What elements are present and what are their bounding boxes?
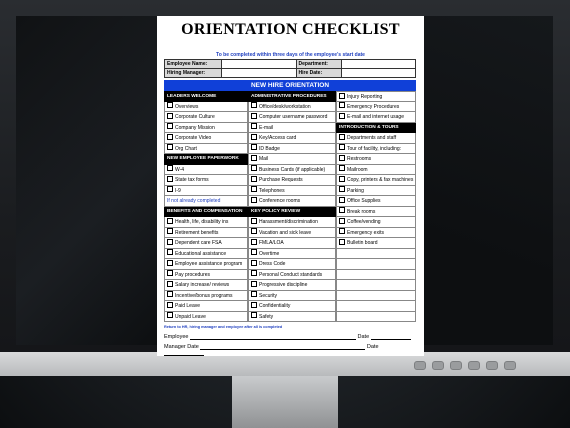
- checklist-item: [164, 144, 248, 155]
- hire-date-field[interactable]: [341, 69, 416, 78]
- checkbox[interactable]: [339, 113, 345, 119]
- checkbox[interactable]: [339, 197, 345, 203]
- section-header: LEADERS WELCOME: [164, 91, 248, 102]
- checklist-column-2: [248, 91, 336, 322]
- empty-row: [336, 249, 416, 260]
- checklist-item: [336, 144, 416, 155]
- checklist-item-label: Dependent care FSA: [175, 240, 222, 246]
- employee-name-field[interactable]: [222, 60, 297, 69]
- checkbox[interactable]: [339, 102, 345, 108]
- checklist-item: [248, 217, 336, 228]
- section-header: BENEFITS AND COMPENSATION: [164, 207, 248, 218]
- checkbox[interactable]: [251, 123, 257, 129]
- section-header: INTRODUCTION & TOURS: [336, 123, 416, 134]
- checklist-item-label: Tour of facility, including:: [347, 145, 402, 152]
- checkbox[interactable]: [167, 302, 173, 308]
- checklist-note: If not already completed: [164, 196, 248, 207]
- checklist-item-label: Mail: [259, 156, 269, 162]
- checkbox[interactable]: [251, 218, 257, 224]
- checklist-item-label: Office/desk/workstation: [259, 103, 311, 110]
- checklist-item: [248, 102, 336, 113]
- checkbox[interactable]: [339, 134, 345, 140]
- checklist-item-label: ID Badge: [259, 145, 280, 152]
- checkbox[interactable]: [167, 144, 173, 150]
- checklist-item: [164, 165, 248, 176]
- checklist-item-label: Security: [259, 292, 278, 299]
- checkbox[interactable]: [167, 260, 173, 266]
- checklist-item: [248, 270, 336, 281]
- checklist-item: [164, 270, 248, 281]
- checkbox[interactable]: [251, 165, 257, 171]
- new-hire-banner: NEW HIRE ORIENTATION: [164, 80, 416, 91]
- checkbox[interactable]: [251, 144, 257, 150]
- monitor-button[interactable]: [432, 361, 444, 370]
- checklist-item: [248, 280, 336, 291]
- checklist-item: [164, 123, 248, 134]
- checklist-item: [164, 228, 248, 239]
- checklist-item-label: Pay procedures: [175, 271, 211, 278]
- checklist-item: [164, 102, 248, 113]
- checklist-item: [336, 91, 416, 102]
- checklist-item: [336, 238, 416, 249]
- checklist-item: [248, 123, 336, 134]
- checklist-item: [248, 186, 336, 197]
- checkbox[interactable]: [167, 102, 173, 108]
- checklist-column-1: [164, 91, 248, 322]
- checklist-item: [248, 196, 336, 207]
- checklist-item-label: Company Mission: [175, 124, 215, 131]
- monitor-power-button[interactable]: [504, 361, 516, 370]
- checklist-item: [336, 102, 416, 113]
- checkbox[interactable]: [167, 228, 173, 234]
- checkbox[interactable]: [339, 176, 345, 182]
- checklist-item: [336, 165, 416, 176]
- section-header: KEY POLICY REVIEW: [248, 207, 336, 218]
- checkbox[interactable]: [167, 123, 173, 129]
- checkbox[interactable]: [339, 144, 345, 150]
- checklist-item-label: Incentive/bonus programs: [175, 292, 233, 299]
- checkbox[interactable]: [339, 218, 345, 224]
- empty-row: [336, 291, 416, 302]
- checklist-item: [248, 228, 336, 239]
- checklist-item: [164, 291, 248, 302]
- checklist-item: [336, 154, 416, 165]
- checklist-item-label: Overviews: [175, 103, 199, 110]
- checkbox[interactable]: [167, 218, 173, 224]
- checkbox[interactable]: [339, 239, 345, 245]
- hiring-manager-field[interactable]: [222, 69, 297, 78]
- checklist-item-label: Unpaid Leave: [175, 313, 206, 320]
- checkbox[interactable]: [339, 207, 345, 213]
- checklist-item: [336, 207, 416, 218]
- checklist-item: [248, 312, 336, 323]
- manager-signature-line[interactable]: [200, 344, 365, 350]
- checklist-item-label: Parking: [347, 187, 364, 194]
- manager-date-label: Date: [366, 344, 379, 350]
- checklist-item: [248, 238, 336, 249]
- checkbox[interactable]: [251, 155, 257, 161]
- department-label: Department:: [296, 60, 341, 69]
- checkbox[interactable]: [251, 281, 257, 287]
- checklist-item: [336, 175, 416, 186]
- checklist-item-label: Org Chart: [175, 145, 197, 152]
- checkbox[interactable]: [167, 270, 173, 276]
- checkbox[interactable]: [167, 291, 173, 297]
- checklist-item-label: E-mail and internet usage: [347, 114, 404, 120]
- checklist-item-label: Paid Leave: [175, 303, 201, 309]
- checkbox[interactable]: [251, 186, 257, 192]
- checklist-document: [157, 16, 424, 356]
- checklist-item: [164, 301, 248, 312]
- department-field[interactable]: [341, 60, 416, 69]
- checklist-item: [164, 238, 248, 249]
- checkbox[interactable]: [251, 197, 257, 203]
- checklist-item: [164, 217, 248, 228]
- hiring-manager-label: Hiring Manager:: [165, 69, 222, 78]
- checklist-item-label: W-4: [175, 166, 185, 173]
- document-title: ORIENTATION CHECKLIST: [181, 21, 400, 38]
- checkbox[interactable]: [251, 228, 257, 234]
- section-header: ADMINISTRATIVE PROCEDURES: [248, 91, 336, 102]
- checklist-item-label: FMLA/LOA: [259, 240, 284, 246]
- empty-row: [336, 280, 416, 291]
- checklist-item-label: Break rooms: [347, 208, 376, 215]
- checklist-item-label: E-mail: [259, 124, 274, 131]
- checklist-item-label: Computer username password: [259, 114, 328, 120]
- checklist-item-label: Injury Reporting: [347, 94, 383, 100]
- checklist-item-label: Emergency Procedures: [347, 103, 400, 110]
- checklist-item: [248, 175, 336, 186]
- checklist-item-label: Overtime: [259, 250, 280, 257]
- checklist-item-label: Vacation and sick leave: [259, 229, 312, 236]
- checklist-item-label: Corporate Culture: [175, 114, 215, 120]
- screen-right-area: [424, 16, 553, 345]
- checklist-item-label: Emergency exits: [347, 229, 384, 236]
- checklist-item-label: Bulletin board: [347, 240, 378, 246]
- checkbox[interactable]: [339, 228, 345, 234]
- checklist-item: [164, 112, 248, 123]
- checkbox[interactable]: [339, 155, 345, 161]
- checkbox[interactable]: [251, 302, 257, 308]
- checklist-item: [336, 133, 416, 144]
- checklist-item-label: Personal Conduct standards: [259, 271, 323, 278]
- monitor-button[interactable]: [468, 361, 480, 370]
- checklist-item: [164, 133, 248, 144]
- monitor-buttons: [414, 361, 516, 370]
- employee-date-line[interactable]: [371, 334, 411, 340]
- checklist-item-label: Salary increase/ reviews: [175, 282, 230, 288]
- checklist-item-label: Health, life, disability ins: [175, 219, 229, 225]
- checklist-item: [164, 175, 248, 186]
- checkbox[interactable]: [251, 249, 257, 255]
- employee-signature-label: Employee: [164, 334, 189, 340]
- checklist-item: [164, 249, 248, 260]
- checkbox[interactable]: [251, 291, 257, 297]
- empty-row: [336, 312, 416, 323]
- checklist-item: [164, 186, 248, 197]
- checkbox[interactable]: [167, 186, 173, 192]
- checklist-item: [248, 154, 336, 165]
- document-subtitle: To be completed within three days of the employee's start date: [216, 52, 365, 58]
- checkbox[interactable]: [339, 165, 345, 171]
- checklist-item-label: Business Cards (if applicable): [259, 166, 326, 173]
- checkbox[interactable]: [339, 93, 345, 99]
- checklist-item: [336, 196, 416, 207]
- checklist-item-label: Office Supplies: [347, 198, 381, 204]
- checklist-item: [248, 249, 336, 260]
- manager-date-line[interactable]: [164, 350, 204, 356]
- checkbox[interactable]: [251, 270, 257, 276]
- checklist-item: [336, 217, 416, 228]
- checklist-item-label: Copy, printers & fax machines: [347, 177, 414, 183]
- checklist-item: [164, 280, 248, 291]
- employee-signature-line[interactable]: [190, 334, 356, 340]
- checkbox[interactable]: [167, 134, 173, 140]
- monitor-button[interactable]: [414, 361, 426, 370]
- empty-row: [336, 259, 416, 270]
- checklist-item: [248, 259, 336, 270]
- checklist-item-label: Mailroom: [347, 166, 368, 173]
- checklist-item-label: Coffee/vending: [347, 219, 381, 225]
- checklist-item: [336, 112, 416, 123]
- checklist-item-label: Corporate Video: [175, 135, 212, 141]
- employee-info-table: [164, 59, 416, 78]
- checklist-item-label: Progressive discipline: [259, 282, 308, 288]
- checkbox[interactable]: [251, 176, 257, 182]
- monitor-stand: [232, 376, 338, 428]
- return-footnote: Return to HR, hiring manager and employee after all is completed: [164, 325, 283, 329]
- empty-row: [336, 270, 416, 281]
- checkbox[interactable]: [167, 281, 173, 287]
- checklist-item: [164, 312, 248, 323]
- checklist-item-label: I-9: [175, 187, 181, 194]
- checkbox[interactable]: [251, 312, 257, 318]
- checklist-item-label: Educational assistance: [175, 250, 227, 257]
- checklist-item-label: Telephones: [259, 187, 285, 194]
- checklist-item-label: Key/Access card: [259, 135, 297, 141]
- checkbox[interactable]: [167, 312, 173, 318]
- checkbox[interactable]: [339, 186, 345, 192]
- checkbox[interactable]: [167, 165, 173, 171]
- employee-name-label: Employee Name:: [165, 60, 222, 69]
- checklist-item-label: State tax forms: [175, 177, 209, 183]
- checklist-item: [248, 112, 336, 123]
- checkbox[interactable]: [167, 249, 173, 255]
- empty-row: [336, 301, 416, 312]
- section-header: NEW EMPLOYEE PAPERWORK: [164, 154, 248, 165]
- checkbox[interactable]: [251, 239, 257, 245]
- checkbox[interactable]: [167, 113, 173, 119]
- checklist-item-label: Dress Code: [259, 261, 286, 267]
- checklist-item: [336, 228, 416, 239]
- checkbox[interactable]: [251, 134, 257, 140]
- checklist-item-label: Conference rooms: [259, 198, 301, 204]
- checklist-item: [336, 186, 416, 197]
- employee-signature-row: [164, 334, 416, 340]
- checklist-item-label: Safety: [259, 313, 274, 320]
- checkbox[interactable]: [167, 239, 173, 245]
- checklist-item: [164, 259, 248, 270]
- checkbox[interactable]: [251, 113, 257, 119]
- employee-date-label: Date: [357, 334, 370, 340]
- checklist-item: [248, 301, 336, 312]
- checklist-item-label: Departments and staff: [347, 135, 397, 141]
- manager-signature-row: [164, 344, 416, 356]
- checklist-item: [248, 291, 336, 302]
- checklist-item-label: Retirement benefits: [175, 229, 219, 236]
- checkbox[interactable]: [251, 260, 257, 266]
- monitor-button[interactable]: [486, 361, 498, 370]
- screen-left-area: [16, 16, 157, 345]
- checkbox[interactable]: [251, 102, 257, 108]
- checkbox[interactable]: [167, 176, 173, 182]
- checklist-item-label: Confidentiality: [259, 303, 291, 309]
- checklist-item: [248, 133, 336, 144]
- monitor-button[interactable]: [450, 361, 462, 370]
- hire-date-label: Hire Date:: [296, 69, 341, 78]
- checklist-column-3: [336, 91, 416, 322]
- checklist-item: [248, 144, 336, 155]
- checklist-item: [248, 165, 336, 176]
- checklist-item-label: Harassment/discrimination: [259, 219, 318, 225]
- manager-signature-label: Manager Date: [164, 344, 199, 350]
- checklist-item-label: Purchase Requests: [259, 177, 303, 183]
- checklist-item-label: Restrooms: [347, 156, 372, 162]
- checklist-item-label: Employee assistance program: [175, 261, 243, 267]
